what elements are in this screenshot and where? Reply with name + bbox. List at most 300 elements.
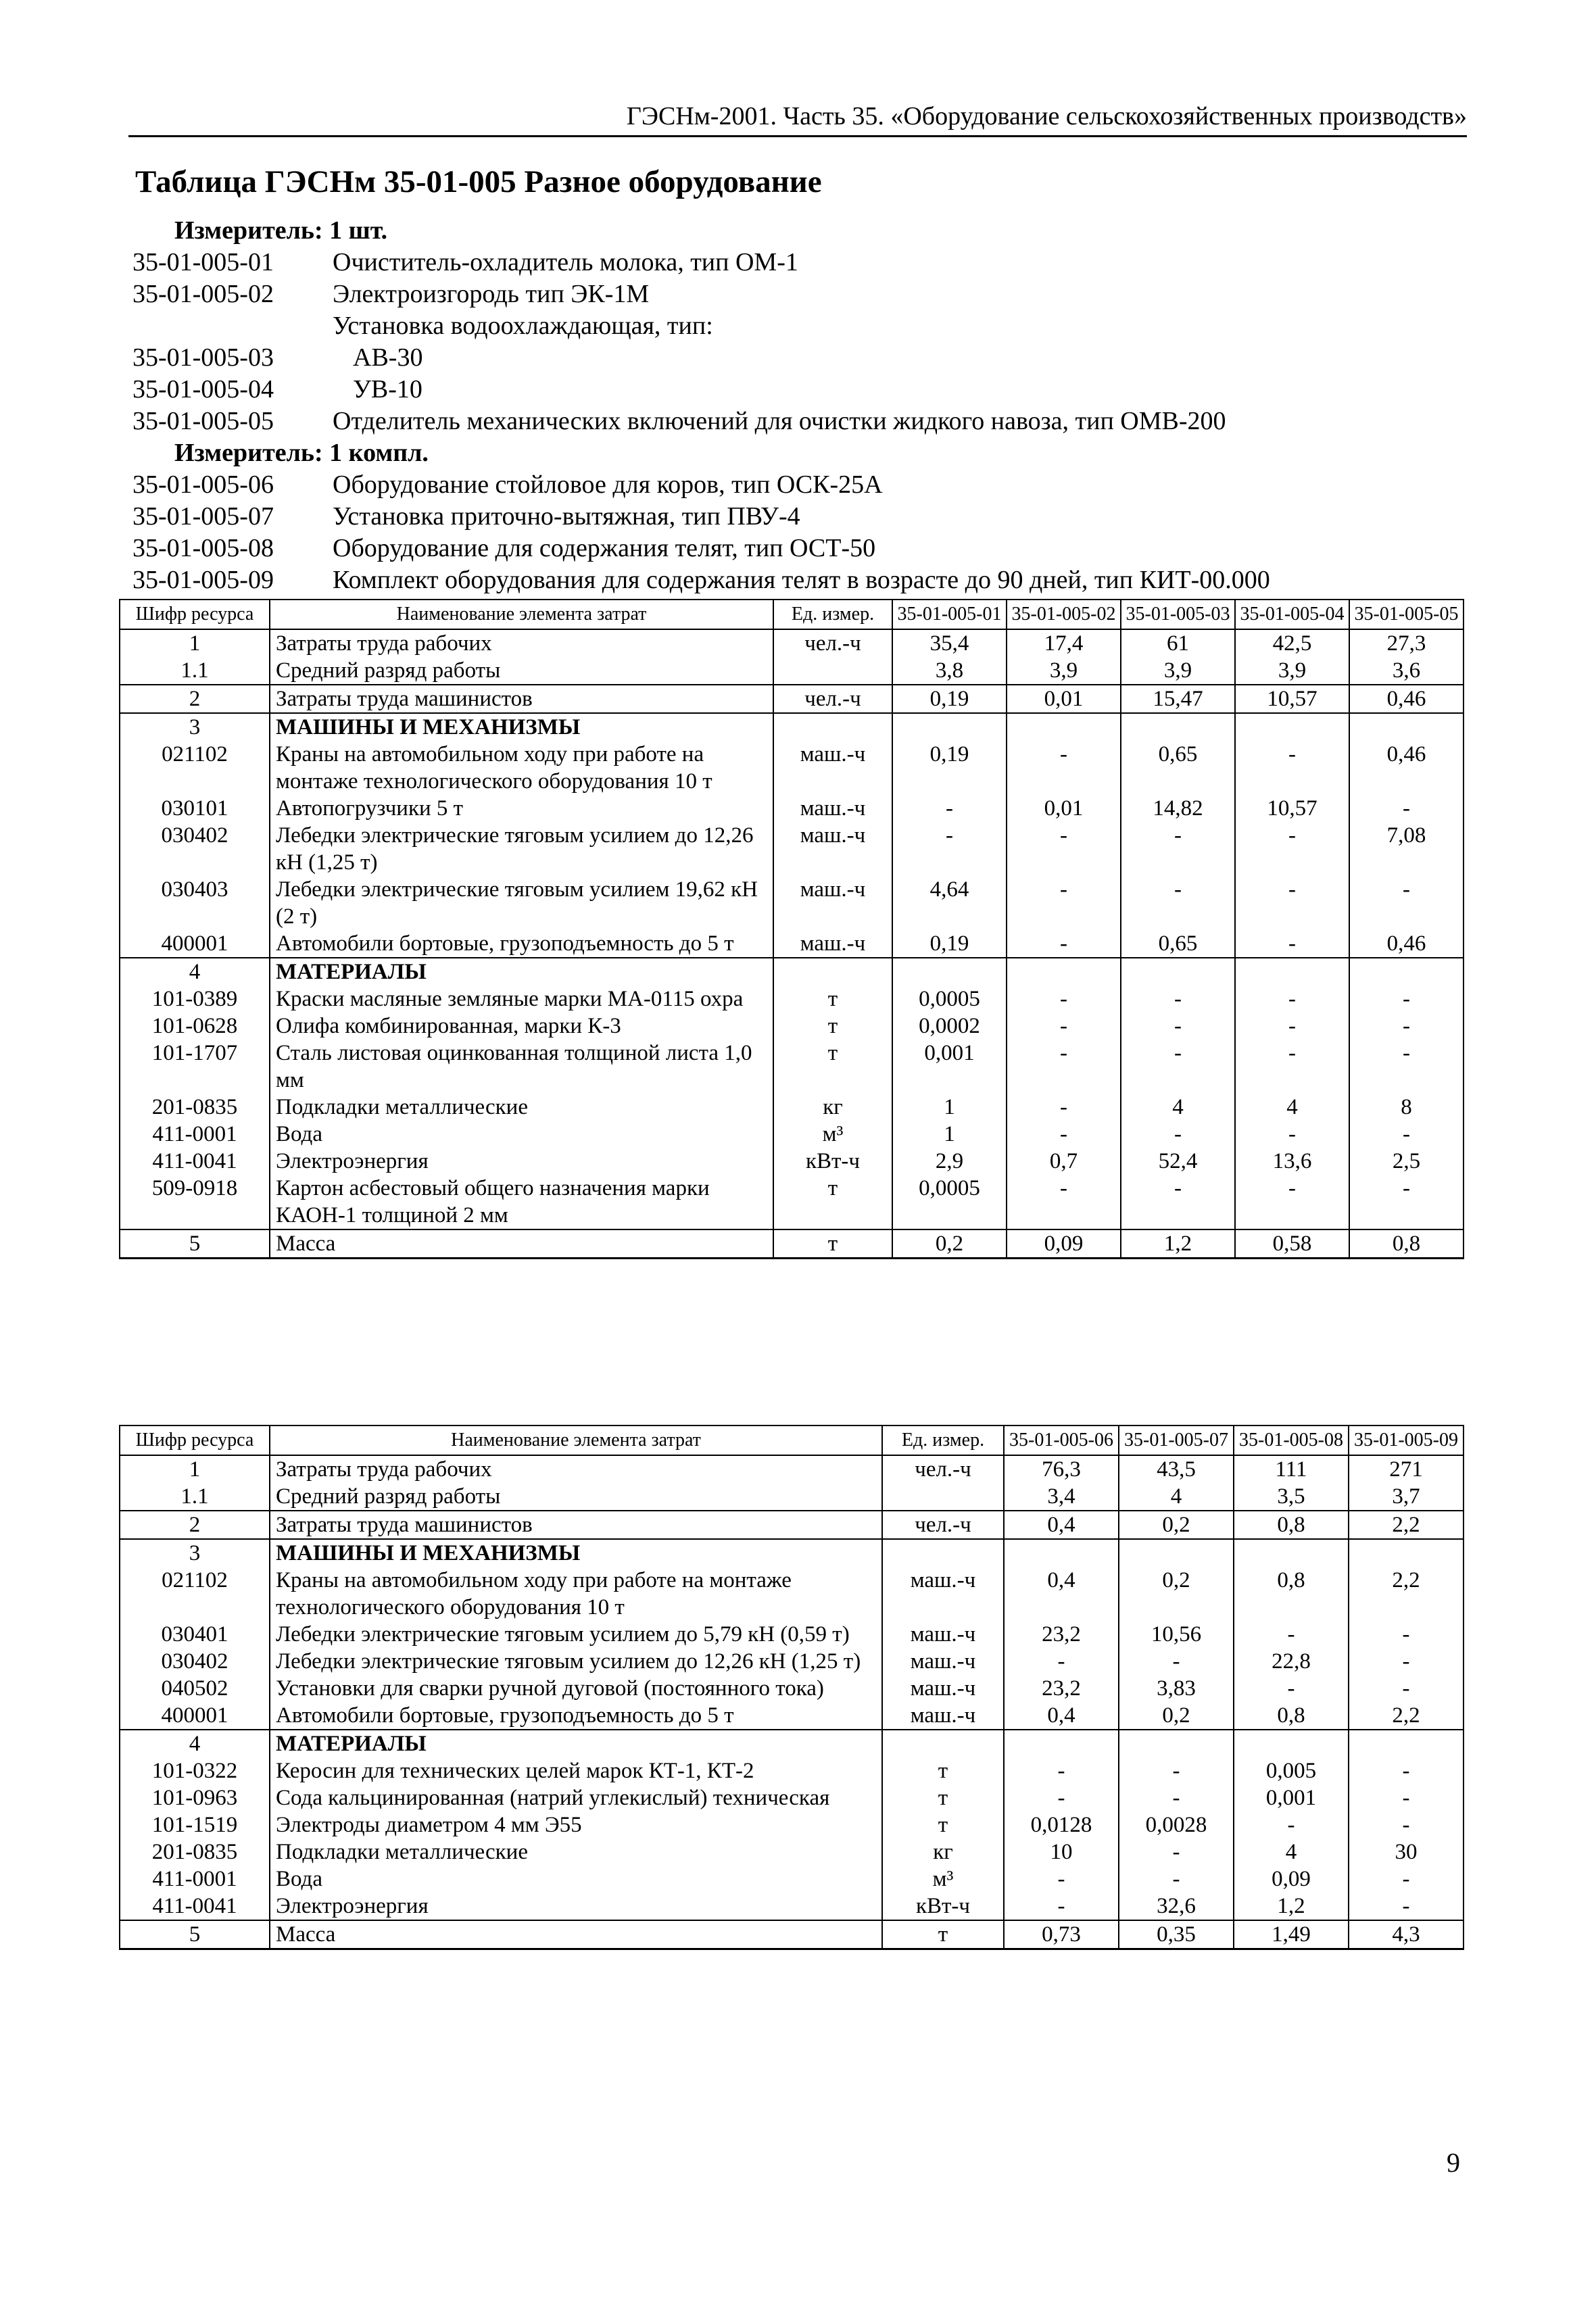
value-cell xyxy=(892,713,1007,741)
spec-row xyxy=(132,406,1484,437)
cost-element-name: Лебедки электрические тяговым усилием до 5,79 кН (0,59 т) xyxy=(270,1621,882,1648)
cost-element-name: Олифа комбинированная, марки К-3 xyxy=(270,1013,773,1040)
value-cell: 0,2 xyxy=(1119,1702,1234,1730)
value-cell: 0,2 xyxy=(892,1229,1007,1259)
spec-description: Установка водоохлаждающая, тип: xyxy=(333,312,713,340)
value-cell: 271 xyxy=(1349,1455,1464,1483)
value-cell: - xyxy=(1121,1013,1235,1040)
header-resource-code: Шифр ресурса xyxy=(120,600,270,629)
value-cell: - xyxy=(1004,1784,1119,1811)
unit-cell: маш.-ч xyxy=(773,876,892,930)
table-row xyxy=(120,1567,1464,1621)
value-cell: - xyxy=(1349,1621,1464,1648)
table-row xyxy=(120,1811,1464,1838)
value-cell: - xyxy=(1349,1121,1464,1148)
header-cost-element: Наименование элемента затрат xyxy=(270,600,773,629)
value-cell xyxy=(1234,1730,1349,1757)
table-row xyxy=(120,1148,1464,1175)
value-cell: - xyxy=(1007,1121,1121,1148)
value-cell: 4,64 xyxy=(892,876,1007,930)
table-title: Таблица ГЭСНм 35-01-005 Разное оборудование xyxy=(135,164,822,199)
cost-element-name: МАТЕРИАЛЫ xyxy=(270,958,773,985)
value-cell: - xyxy=(1235,985,1349,1013)
spec-row xyxy=(132,247,1484,278)
unit-cell: т xyxy=(882,1757,1004,1784)
resource-code: 030401 xyxy=(120,1621,270,1648)
value-cell: 0,2 xyxy=(1119,1567,1234,1621)
cost-element-name: Средний разряд работы xyxy=(270,657,773,685)
value-cell: 3,7 xyxy=(1349,1483,1464,1511)
spec-row xyxy=(132,310,1484,342)
value-cell: - xyxy=(1235,876,1349,930)
resource-code: 101-1519 xyxy=(120,1811,270,1838)
value-cell: - xyxy=(1121,985,1235,1013)
value-cell: - xyxy=(1119,1866,1234,1893)
value-cell: 0,65 xyxy=(1121,741,1235,795)
unit-cell: т xyxy=(773,1229,892,1259)
value-cell: 42,5 xyxy=(1235,629,1349,657)
cost-element-name: Подкладки металлические xyxy=(270,1094,773,1121)
value-cell xyxy=(1119,1730,1234,1757)
spec-description: Очиститель-охладитель молока, тип ОМ-1 xyxy=(333,248,798,276)
spec-row xyxy=(132,215,1484,247)
table-row xyxy=(120,985,1464,1013)
value-cell: 0,58 xyxy=(1235,1229,1349,1259)
value-cell: 2,9 xyxy=(892,1148,1007,1175)
value-cell: 3,8 xyxy=(892,657,1007,685)
spec-description: Оборудование стойловое для коров, тип ОСК-25А xyxy=(333,470,883,499)
value-cell: 0,46 xyxy=(1349,741,1464,795)
unit-cell xyxy=(882,1483,1004,1511)
value-cell: 0,19 xyxy=(892,930,1007,958)
resource-code: 3 xyxy=(120,1539,270,1567)
cost-element-name: Вода xyxy=(270,1866,882,1893)
spec-description: УВ-10 xyxy=(353,375,422,404)
value-cell: 0,35 xyxy=(1119,1920,1234,1949)
resource-code: 030101 xyxy=(120,795,270,822)
value-cell: - xyxy=(1349,1648,1464,1675)
header-unit: Ед. измер. xyxy=(773,600,892,629)
resource-table-2 xyxy=(119,1425,1464,1950)
value-cell: 0,65 xyxy=(1121,930,1235,958)
table-row xyxy=(120,741,1464,795)
value-cell: 76,3 xyxy=(1004,1455,1119,1483)
value-cell: 1,2 xyxy=(1234,1893,1349,1920)
value-cell: 0,8 xyxy=(1234,1511,1349,1539)
unit-cell: маш.-ч xyxy=(882,1675,1004,1702)
resource-code: 5 xyxy=(120,1229,270,1259)
value-cell xyxy=(1234,1539,1349,1567)
section-row xyxy=(120,713,1464,741)
spec-code: 35-01-005-06 xyxy=(132,470,274,499)
value-cell: 4 xyxy=(1119,1483,1234,1511)
unit-cell: маш.-ч xyxy=(882,1702,1004,1730)
resource-code: 509-0918 xyxy=(120,1175,270,1229)
header-norm-code: 35-01-005-05 xyxy=(1349,600,1464,629)
unit-cell xyxy=(773,657,892,685)
table-row xyxy=(120,1455,1464,1483)
unit-cell: маш.-ч xyxy=(773,930,892,958)
unit-cell: м³ xyxy=(773,1121,892,1148)
table-row xyxy=(120,1648,1464,1675)
value-cell: - xyxy=(1007,741,1121,795)
value-cell: 30 xyxy=(1349,1838,1464,1866)
spec-code: 35-01-005-03 xyxy=(132,343,274,372)
spec-row xyxy=(132,374,1484,406)
table-row xyxy=(120,1621,1464,1648)
value-cell xyxy=(1349,958,1464,985)
value-cell: 1,2 xyxy=(1121,1229,1235,1259)
value-cell: 0,0028 xyxy=(1119,1811,1234,1838)
value-cell: - xyxy=(1235,1121,1349,1148)
value-cell: 0,2 xyxy=(1119,1511,1234,1539)
value-cell xyxy=(1349,1730,1464,1757)
unit-cell: кг xyxy=(773,1094,892,1121)
value-cell: 2,5 xyxy=(1349,1148,1464,1175)
cost-element-name: Установки для сварки ручной дуговой (постоянного тока) xyxy=(270,1675,882,1702)
cost-element-name: МАШИНЫ И МЕХАНИЗМЫ xyxy=(270,1539,882,1567)
value-cell: - xyxy=(1235,822,1349,876)
cost-element-name: Электроэнергия xyxy=(270,1148,773,1175)
header-norm-code: 35-01-005-03 xyxy=(1121,600,1235,629)
header-norm-code: 35-01-005-02 xyxy=(1007,600,1121,629)
value-cell: - xyxy=(892,795,1007,822)
resource-code: 2 xyxy=(120,1511,270,1539)
value-cell: - xyxy=(1235,1013,1349,1040)
value-cell: 10,57 xyxy=(1235,685,1349,713)
resource-code: 400001 xyxy=(120,930,270,958)
spec-code: 35-01-005-01 xyxy=(132,248,274,276)
value-cell: 3,6 xyxy=(1349,657,1464,685)
value-cell: - xyxy=(1119,1838,1234,1866)
value-cell: 3,5 xyxy=(1234,1483,1349,1511)
spec-description: Электроизгородь тип ЭК-1М xyxy=(333,280,650,308)
spec-row xyxy=(132,437,1484,469)
cost-element-name: Автомобили бортовые, грузоподъемность до 5 т xyxy=(270,1702,882,1730)
value-cell: 4 xyxy=(1234,1838,1349,1866)
page-number: 9 xyxy=(1447,2147,1460,2178)
table-row xyxy=(120,685,1464,713)
value-cell xyxy=(1349,713,1464,741)
unit-cell: т xyxy=(773,1040,892,1094)
unit-cell xyxy=(882,1730,1004,1757)
spec-row xyxy=(132,564,1484,596)
spec-description: АВ-30 xyxy=(353,343,423,372)
value-cell: 0,01 xyxy=(1007,795,1121,822)
value-cell: - xyxy=(1004,1893,1119,1920)
header-norm-code: 35-01-005-09 xyxy=(1349,1425,1464,1455)
value-cell: - xyxy=(1004,1757,1119,1784)
cost-element-name: Автопогрузчики 5 т xyxy=(270,795,773,822)
value-cell: 0,0002 xyxy=(892,1013,1007,1040)
value-cell: 0,0128 xyxy=(1004,1811,1119,1838)
unit-cell: т xyxy=(773,1013,892,1040)
unit-cell xyxy=(773,713,892,741)
value-cell: - xyxy=(1007,1040,1121,1094)
table-row xyxy=(120,1757,1464,1784)
value-cell: - xyxy=(1235,741,1349,795)
value-cell: 4 xyxy=(1121,1094,1235,1121)
spec-row xyxy=(132,469,1484,501)
resource-code: 030402 xyxy=(120,1648,270,1675)
value-cell: 17,4 xyxy=(1007,629,1121,657)
table-row xyxy=(120,1094,1464,1121)
spec-code: 35-01-005-05 xyxy=(132,407,274,435)
resource-table-1 xyxy=(119,599,1464,1259)
spec-row xyxy=(132,342,1484,374)
value-cell: 3,83 xyxy=(1119,1675,1234,1702)
value-cell: - xyxy=(1007,985,1121,1013)
spec-code: 35-01-005-04 xyxy=(132,375,274,404)
section-row xyxy=(120,1539,1464,1567)
cost-element-name: Лебедки электрические тяговым усилием до 12,26 кН (1,25 т) xyxy=(270,822,773,876)
value-cell: - xyxy=(1234,1621,1349,1648)
spec-row xyxy=(132,533,1484,564)
value-cell: - xyxy=(1007,1175,1121,1229)
spec-code: 35-01-005-07 xyxy=(132,502,274,531)
cost-element-name: Краны на автомобильном ходу при работе на монтаже технологического оборудования 10 т xyxy=(270,1567,882,1621)
resource-code: 4 xyxy=(120,1730,270,1757)
unit-cell: кВт-ч xyxy=(773,1148,892,1175)
unit-cell: т xyxy=(882,1920,1004,1949)
table-row xyxy=(120,1121,1464,1148)
value-cell: - xyxy=(1349,1675,1464,1702)
value-cell: - xyxy=(1349,1040,1464,1094)
value-cell: 0,4 xyxy=(1004,1702,1119,1730)
table-row xyxy=(120,1229,1464,1259)
resource-code: 030403 xyxy=(120,876,270,930)
unit-cell: чел.-ч xyxy=(773,685,892,713)
unit-cell: маш.-ч xyxy=(882,1567,1004,1621)
table-row xyxy=(120,657,1464,685)
value-cell: - xyxy=(1235,930,1349,958)
value-cell: 3,4 xyxy=(1004,1483,1119,1511)
cost-element-name: Краски масляные земляные марки МА-0115 охра xyxy=(270,985,773,1013)
value-cell: 0,7 xyxy=(1007,1148,1121,1175)
cost-element-name: Лебедки электрические тяговым усилием 19,62 кН (2 т) xyxy=(270,876,773,930)
value-cell xyxy=(1121,958,1235,985)
header-norm-code: 35-01-005-04 xyxy=(1235,600,1349,629)
cost-element-name: Электроэнергия xyxy=(270,1893,882,1920)
value-cell: 7,08 xyxy=(1349,822,1464,876)
resource-code: 1 xyxy=(120,1455,270,1483)
spec-code: 35-01-005-08 xyxy=(132,534,274,562)
header-norm-code: 35-01-005-08 xyxy=(1234,1425,1349,1455)
unit-cell: м³ xyxy=(882,1866,1004,1893)
value-cell: - xyxy=(1007,1013,1121,1040)
value-cell: 0,19 xyxy=(892,741,1007,795)
value-cell: 3,9 xyxy=(1007,657,1121,685)
resource-code: 201-0835 xyxy=(120,1838,270,1866)
table-row xyxy=(120,1013,1464,1040)
value-cell: - xyxy=(1004,1648,1119,1675)
table-row xyxy=(120,1040,1464,1094)
table-row xyxy=(120,629,1464,657)
unit-cell: маш.-ч xyxy=(882,1621,1004,1648)
table-row xyxy=(120,1511,1464,1539)
header-resource-code: Шифр ресурса xyxy=(120,1425,270,1455)
table-row xyxy=(120,1838,1464,1866)
spec-row xyxy=(132,501,1484,533)
value-cell: - xyxy=(1121,1175,1235,1229)
value-cell: - xyxy=(1007,1094,1121,1121)
value-cell: 8 xyxy=(1349,1094,1464,1121)
value-cell: 23,2 xyxy=(1004,1675,1119,1702)
header-norm-code: 35-01-005-07 xyxy=(1119,1425,1234,1455)
unit-cell: маш.-ч xyxy=(773,741,892,795)
value-cell: 3,9 xyxy=(1121,657,1235,685)
unit-cell: т xyxy=(773,985,892,1013)
unit-cell: чел.-ч xyxy=(773,629,892,657)
value-cell xyxy=(1349,1539,1464,1567)
value-cell: 13,6 xyxy=(1235,1148,1349,1175)
value-cell: 4 xyxy=(1235,1094,1349,1121)
table-row xyxy=(120,822,1464,876)
cost-element-name: Сода кальцинированная (натрий углекислый) техническая xyxy=(270,1784,882,1811)
table-row xyxy=(120,930,1464,958)
value-cell: 22,8 xyxy=(1234,1648,1349,1675)
unit-cell: кВт-ч xyxy=(882,1893,1004,1920)
table-row xyxy=(120,1866,1464,1893)
resource-code: 1.1 xyxy=(120,657,270,685)
value-cell: 0,005 xyxy=(1234,1757,1349,1784)
value-cell: 0,0005 xyxy=(892,985,1007,1013)
header-norm-code: 35-01-005-06 xyxy=(1004,1425,1119,1455)
value-cell: - xyxy=(1349,1175,1464,1229)
value-cell xyxy=(1121,713,1235,741)
table-row xyxy=(120,1784,1464,1811)
cost-element-name: Масса xyxy=(270,1920,882,1949)
table-row xyxy=(120,1483,1464,1511)
section-row xyxy=(120,1730,1464,1757)
value-cell: 1 xyxy=(892,1094,1007,1121)
value-cell: 1 xyxy=(892,1121,1007,1148)
value-cell: - xyxy=(1349,876,1464,930)
value-cell: 4,3 xyxy=(1349,1920,1464,1949)
value-cell: - xyxy=(1235,1040,1349,1094)
value-cell: 0,4 xyxy=(1004,1567,1119,1621)
value-cell: - xyxy=(1121,1121,1235,1148)
value-cell: - xyxy=(1349,1757,1464,1784)
value-cell: - xyxy=(1121,876,1235,930)
value-cell: 10,56 xyxy=(1119,1621,1234,1648)
cost-element-name: Масса xyxy=(270,1229,773,1259)
value-cell: - xyxy=(892,822,1007,876)
cost-element-name: Краны на автомобильном ходу при работе на монтаже технологического оборудования 10 т xyxy=(270,741,773,795)
spec-description: Комплект оборудования для содержания телят в возрасте до 90 дней, тип КИТ-00.000 xyxy=(333,566,1270,594)
resource-code: 101-0628 xyxy=(120,1013,270,1040)
resource-code: 400001 xyxy=(120,1702,270,1730)
cost-element-name: Средний разряд работы xyxy=(270,1483,882,1511)
value-cell: 32,6 xyxy=(1119,1893,1234,1920)
value-cell: 10 xyxy=(1004,1838,1119,1866)
value-cell xyxy=(1007,958,1121,985)
spec-row xyxy=(132,278,1484,310)
section-row xyxy=(120,958,1464,985)
table-row xyxy=(120,1702,1464,1730)
resource-code: 021102 xyxy=(120,1567,270,1621)
resource-code: 2 xyxy=(120,685,270,713)
measure-unit-label: Измеритель: 1 компл. xyxy=(174,439,429,467)
measure-unit-label: Измеритель: 1 шт. xyxy=(174,216,388,245)
value-cell: - xyxy=(1349,1893,1464,1920)
value-cell: 0,8 xyxy=(1234,1702,1349,1730)
spec-description: Оборудование для содержания телят, тип ОСТ-50 xyxy=(333,534,876,562)
value-cell: - xyxy=(1349,795,1464,822)
value-cell: - xyxy=(1235,1175,1349,1229)
value-cell: - xyxy=(1007,876,1121,930)
value-cell: 14,82 xyxy=(1121,795,1235,822)
unit-cell: т xyxy=(773,1175,892,1229)
value-cell: - xyxy=(1349,1784,1464,1811)
cost-element-name: Керосин для технических целей марок КТ-1, КТ-2 xyxy=(270,1757,882,1784)
value-cell: 2,2 xyxy=(1349,1567,1464,1621)
table-row xyxy=(120,1893,1464,1920)
table-header-row xyxy=(120,600,1464,629)
table-row xyxy=(120,1920,1464,1949)
value-cell: 35,4 xyxy=(892,629,1007,657)
resource-code: 1 xyxy=(120,629,270,657)
spec-code: 35-01-005-02 xyxy=(132,280,274,308)
value-cell: 0,001 xyxy=(892,1040,1007,1094)
value-cell: 15,47 xyxy=(1121,685,1235,713)
resource-code: 411-0041 xyxy=(120,1148,270,1175)
value-cell: - xyxy=(1119,1648,1234,1675)
spec-description: Отделитель механических включений для очистки жидкого навоза, тип ОМВ-200 xyxy=(333,407,1226,435)
resource-code: 040502 xyxy=(120,1675,270,1702)
value-cell xyxy=(1004,1730,1119,1757)
cost-element-name: Электроды диаметром 4 мм Э55 xyxy=(270,1811,882,1838)
header-cost-element: Наименование элемента затрат xyxy=(270,1425,882,1455)
value-cell: 43,5 xyxy=(1119,1455,1234,1483)
resource-code: 4 xyxy=(120,958,270,985)
value-cell: 0,73 xyxy=(1004,1920,1119,1949)
value-cell xyxy=(1007,713,1121,741)
value-cell: 0,19 xyxy=(892,685,1007,713)
resource-code: 101-1707 xyxy=(120,1040,270,1094)
resource-code: 101-0963 xyxy=(120,1784,270,1811)
cost-element-name: Вода xyxy=(270,1121,773,1148)
header-unit: Ед. измер. xyxy=(882,1425,1004,1455)
value-cell: 10,57 xyxy=(1235,795,1349,822)
value-cell: 0,46 xyxy=(1349,685,1464,713)
unit-cell: маш.-ч xyxy=(773,795,892,822)
value-cell: 0,09 xyxy=(1007,1229,1121,1259)
spec-code: 35-01-005-09 xyxy=(132,566,274,594)
value-cell: 0,01 xyxy=(1007,685,1121,713)
value-cell: 2,2 xyxy=(1349,1702,1464,1730)
cost-element-name: Сталь листовая оцинкованная толщиной листа 1,0 мм xyxy=(270,1040,773,1094)
value-cell: 1,49 xyxy=(1234,1920,1349,1949)
value-cell: 27,3 xyxy=(1349,629,1464,657)
resource-code: 101-0389 xyxy=(120,985,270,1013)
unit-cell: маш.-ч xyxy=(882,1648,1004,1675)
value-cell: - xyxy=(1004,1866,1119,1893)
cost-element-name: Автомобили бортовые, грузоподъемность до 5 т xyxy=(270,930,773,958)
spec-description: Установка приточно-вытяжная, тип ПВУ-4 xyxy=(333,502,800,531)
unit-cell: маш.-ч xyxy=(773,822,892,876)
unit-cell: чел.-ч xyxy=(882,1455,1004,1483)
resource-code: 201-0835 xyxy=(120,1094,270,1121)
value-cell xyxy=(1119,1539,1234,1567)
value-cell xyxy=(892,958,1007,985)
resource-code: 1.1 xyxy=(120,1483,270,1511)
value-cell: 0,09 xyxy=(1234,1866,1349,1893)
table-header-row xyxy=(120,1425,1464,1455)
value-cell xyxy=(1004,1539,1119,1567)
value-cell: - xyxy=(1007,822,1121,876)
cost-element-name: Затраты труда рабочих xyxy=(270,629,773,657)
